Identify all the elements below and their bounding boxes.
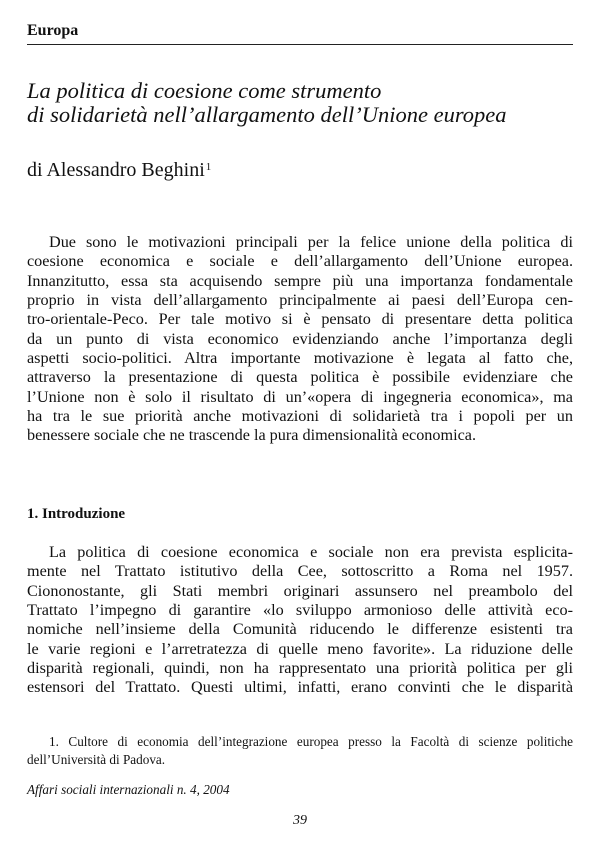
footnote [27,733,573,769]
text-line: mente nel Trattato istitutivo della Cee, sottoscritto a Roma nel 1957. [27,562,573,581]
title-line: di solidarietà nell’allargamento dell’Unione europea [27,101,507,127]
text-line: l’Unione non è solo il risultato di un’«opera di ingegneria economica», ma [27,387,573,406]
header-rule [27,44,573,45]
text-line: Trattato l’impegno di garantire «lo sviluppo armonioso delle attività eco- [27,601,573,620]
text-line: disparità regionali, quindi, non ha rappresentato una priorità politica per gli [27,659,573,678]
text-line: coesione economica e sociale e dell’allargamento dell’Unione europea. [27,252,573,271]
text-line: proprio in vista dell’allargamento principalmente ai paesi dell’Europa cen- [27,291,573,310]
article-title [27,79,587,126]
section-heading: 1. Introduzione [27,506,126,522]
text-line: Due sono le motivazioni principali per la felice unione della politica di [49,233,573,251]
footnote-line: 1. Cultore di economia dell’integrazione europea presso la Facoltà di scienze politiche [49,734,573,749]
page-number: 39 [293,813,307,828]
text-line: estensori del Trattato. Questi ultimi, infatti, erano convinti che le disparità [27,678,573,697]
footnote-line: dell’Università di Padova. [27,752,166,767]
text-line: La politica di coesione economica e sociale non era prevista esplicita- [49,543,573,561]
text-line: ha tra le sue priorità anche motivazioni di solidarietà tra i popoli per un [27,407,573,426]
author-byline [27,158,211,182]
author-name: di Alessandro Beghini [27,159,205,181]
journal-reference: Affari sociali internazionali n. 4, 2004 [27,782,230,797]
title-line: La politica di coesione come strumento [27,78,382,103]
text-line: Ciononostante, gli Stati membri originari assunsero nel preambolo del [27,581,573,600]
text-line: tro-orientale-Peco. Per tale motivo si è pensato di presentare detta politica [27,310,573,329]
running-head: Europa [27,22,79,39]
text-line: attraverso la presentazione di questa politica è possibile evidenziare che [27,368,573,387]
text-line: da un punto di vista economico evidenziando anche l’importanza degli [27,329,573,348]
text-line: Innanzitutto, essa sta acquisendo sempre più una importanza fondamentale [27,271,573,290]
text-line: aspetti socio-politici. Altra importante motivazione è legata al fatto che, [27,349,573,368]
text-line: le varie regioni e l’arretratezza di quelle meno favorite». La riduzione delle [27,639,573,658]
abstract-paragraph [27,233,573,446]
introduction-paragraph [27,543,573,698]
text-line: benessere sociale che ne trascende la pura dimensionalità economica. [27,426,476,445]
text-line: nomiche nell’insieme della Comunità riducendo le differenze esistenti tra [27,620,573,639]
footnote-marker: 1 [205,161,212,173]
